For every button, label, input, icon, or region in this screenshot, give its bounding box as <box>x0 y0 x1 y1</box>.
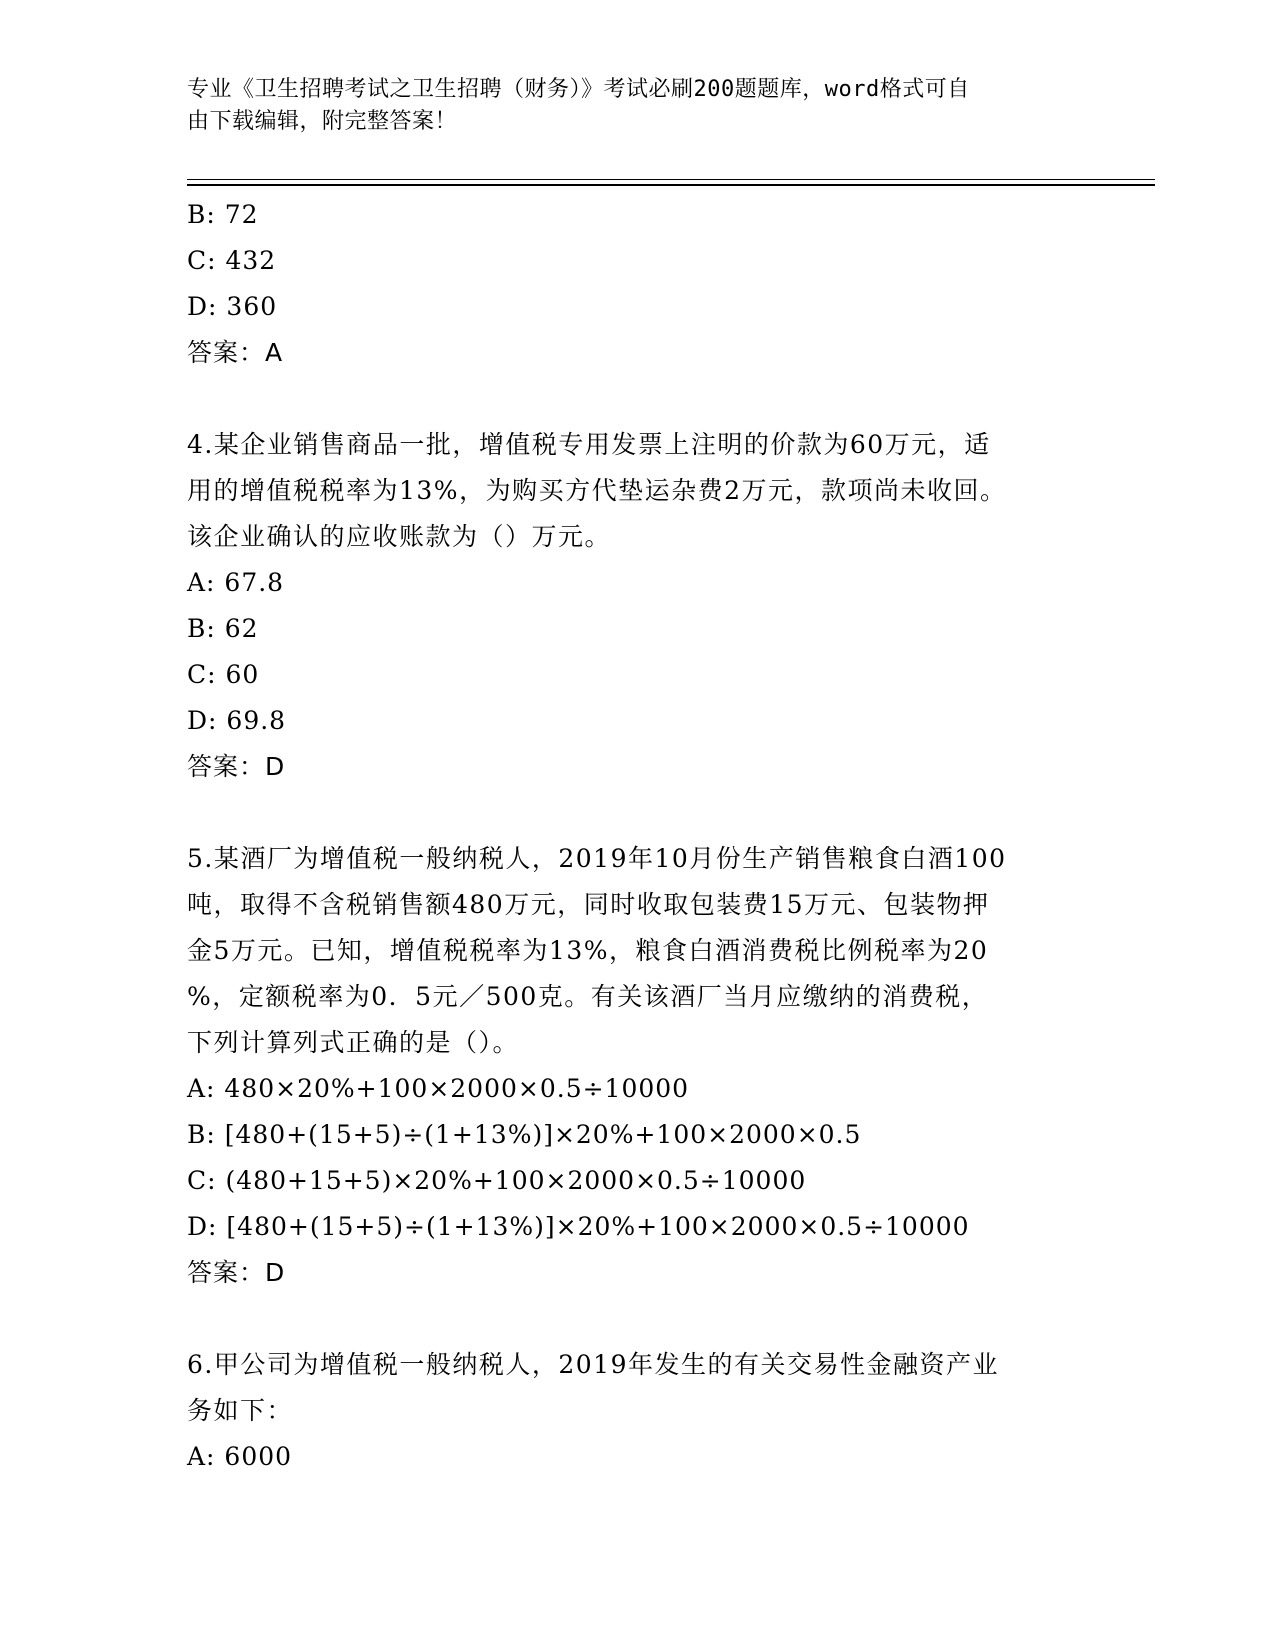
header-title-line-1: 专业《卫生招聘考试之卫生招聘（财务）》考试必刷200题题库，word格式可自 <box>187 77 970 102</box>
question-5-line-1: 5.某酒厂为增值税一般纳税人，2019年10月份生产销售粮食白酒100 <box>187 844 1007 873</box>
question-6-text <box>187 1342 1087 1434</box>
spacer <box>187 1296 1087 1342</box>
question-5-option-d: D: [480+(15+5)÷(1+13%)]×20%+100×2000×0.5÷10000 <box>187 1212 970 1241</box>
question-4-text <box>187 422 1087 560</box>
question-4-line-2: 用的增值税税率为13%，为购买方代垫运杂费2万元，款项尚未收回。 <box>187 476 1007 505</box>
question-5-option-c: C: (480+15+5)×20%+100×2000×0.5÷10000 <box>187 1166 807 1195</box>
question-6-block <box>187 1342 1087 1480</box>
header-title-line-2: 由下载编辑，附完整答案！ <box>187 109 458 134</box>
question-3-option-b: B: 72 <box>187 200 259 229</box>
header-divider-thin <box>187 179 1155 180</box>
question-5-line-4: %，定额税率为0．5元／500克。有关该酒厂当月应缴纳的消费税， <box>187 982 989 1011</box>
question-4-line-3: 该企业确认的应收账款为（）万元。 <box>187 522 612 551</box>
question-4-option-d: D: 69.8 <box>187 706 287 735</box>
question-3-option-d: D: 360 <box>187 292 278 321</box>
question-5-line-5: 下列计算列式正确的是（）。 <box>187 1028 520 1057</box>
question-5-block <box>187 836 1087 1296</box>
question-4-block <box>187 422 1087 790</box>
document-body <box>187 192 1087 1480</box>
question-5-answer: 答案：D <box>187 1258 286 1287</box>
question-4-line-1: 4.某企业销售商品一批，增值税专用发票上注明的价款为60万元，适 <box>187 430 991 459</box>
question-5-option-a: A: 480×20%+100×2000×0.5÷10000 <box>187 1074 690 1103</box>
question-5-text <box>187 836 1087 1066</box>
question-4-option-c: C: 60 <box>187 660 260 689</box>
question-5-line-2: 吨，取得不含税销售额480万元，同时收取包装费15万元、包装物押 <box>187 890 990 919</box>
question-5-line-3: 金5万元。已知，增值税税率为13%，粮食白酒消费税比例税率为20 <box>187 936 989 965</box>
question-4-option-b: B: 62 <box>187 614 259 643</box>
spacer <box>187 376 1087 422</box>
question-6-line-1: 6.甲公司为增值税一般纳税人，2019年发生的有关交易性金融资产业 <box>187 1350 999 1379</box>
question-5-option-b: B: [480+(15+5)÷(1+13%)]×20%+100×2000×0.5 <box>187 1120 862 1149</box>
document-header <box>187 74 1067 138</box>
question-6-option-a: A: 6000 <box>187 1442 293 1471</box>
header-divider-thick <box>187 184 1155 186</box>
question-3-answer: 答案：A <box>187 338 284 367</box>
spacer <box>187 790 1087 836</box>
question-6-line-2: 务如下： <box>187 1396 294 1425</box>
question-4-answer: 答案：D <box>187 752 286 781</box>
question-4-option-a: A: 67.8 <box>187 568 285 597</box>
question-3-block <box>187 192 1087 376</box>
question-3-option-c: C: 432 <box>187 246 277 275</box>
